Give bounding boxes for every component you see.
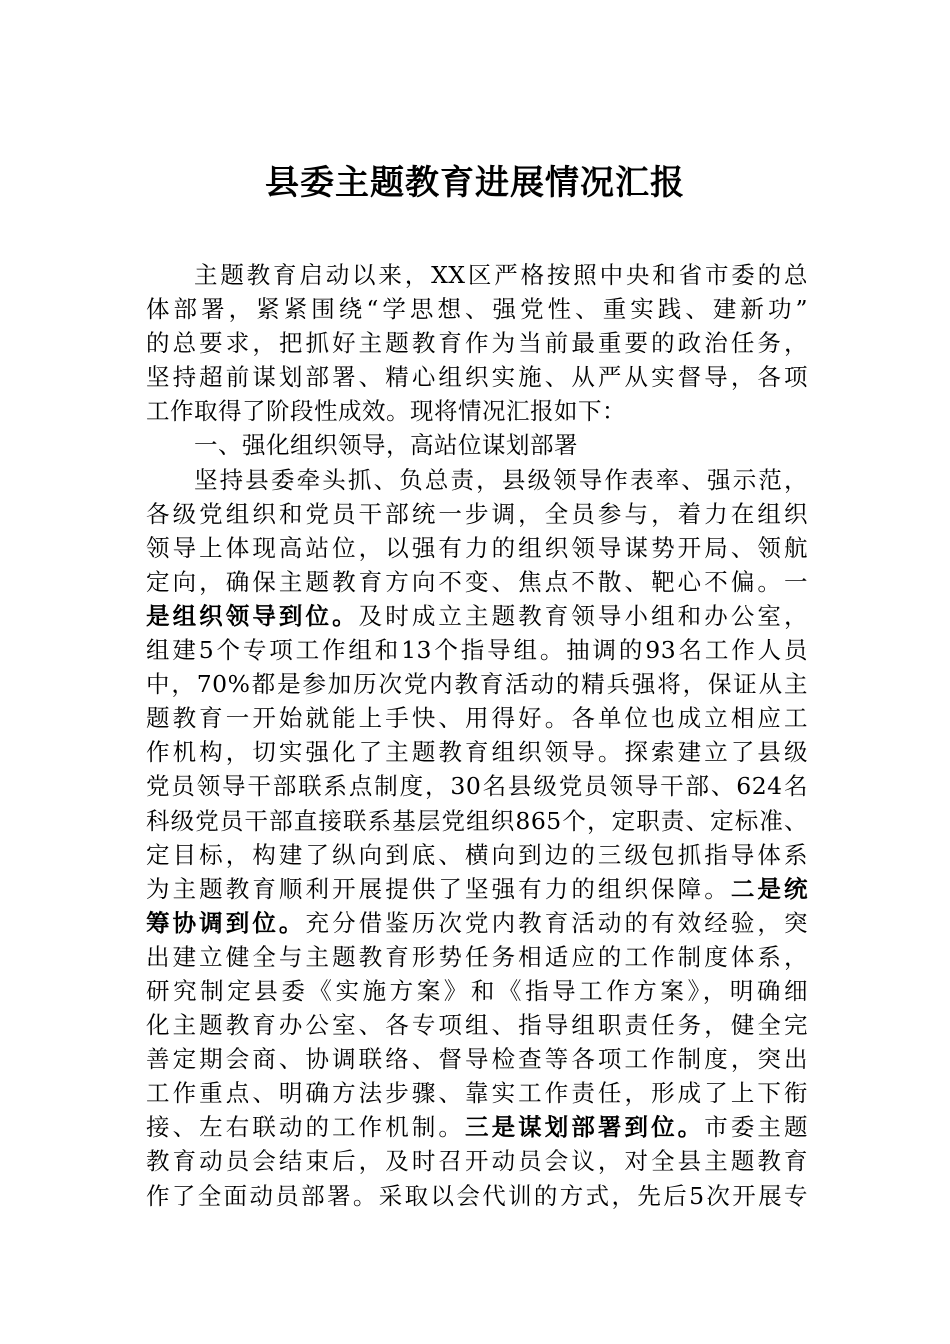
bold-subpoint-3: 三是谋划部署到位。 (465, 1113, 705, 1142)
paragraph-line: 作机构，切实强化了主题教育组织领导。探索建立了县级 (146, 738, 808, 767)
paragraph-text: 接、左右联动的工作机制。 (146, 1113, 465, 1142)
paragraph-line: 中，70%都是参加历次党内教育活动的精兵强将，保证从主 (146, 670, 808, 699)
document-title: 县委主题教育进展情况汇报 (265, 163, 685, 203)
paragraph-line (146, 872, 808, 906)
paragraph-line: 题教育一开始就能上手快、用得好。各单位也成立相应工 (146, 704, 808, 733)
paragraph-text: 市委主题 (704, 1113, 808, 1142)
paragraph-line: 教育动员会结束后，及时召开动员会议，对全县主题教育 (146, 1147, 808, 1176)
paragraph-text: 充分借鉴历次党内教育活动的有效经验，突 (305, 908, 808, 937)
paragraph-line: 坚持超前谋划部署、精心组织实施、从严从实督导，各项 (146, 363, 808, 392)
paragraph-line: 定向，确保主题教育方向不变、焦点不散、靶心不偏。一 (146, 567, 808, 596)
paragraph-line: 各级党组织和党员干部统一步调，全员参与，着力在组织 (146, 499, 808, 528)
paragraph-line: 体部署，紧紧围绕“学思想、强党性、重实践、建新功” (146, 295, 808, 324)
bold-subpoint-2: 二是统 (730, 874, 809, 903)
paragraph-line: 作了全面动员部署。采取以会代训的方式，先后5次开展专 (146, 1181, 808, 1210)
paragraph-line: 主题教育启动以来，XX区严格按照中央和省市委的总 (194, 261, 808, 289)
paragraph-line: 研究制定县委《实施方案》和《指导工作方案》，明确细 (146, 976, 808, 1005)
paragraph-line: 善定期会商、协调联络、督导检查等各项工作制度，突出 (146, 1045, 808, 1074)
paragraph-line: 定目标，构建了纵向到底、横向到边的三级包抓指导体系 (146, 840, 808, 869)
paragraph-text: 及时成立主题教育领导小组和办公室， (358, 601, 809, 630)
document-body (146, 258, 808, 1213)
paragraph-text: 为主题教育顺利开展提供了坚强有力的组织保障。 (146, 874, 731, 903)
paragraph-line: 出建立健全与主题教育形势任务相适应的工作制度体系， (146, 942, 808, 971)
paragraph-line: 组建5个专项工作组和13个指导组。抽调的93名工作人员 (146, 636, 808, 665)
paragraph-line (146, 599, 808, 633)
paragraph-line: 科级党员干部直接联系基层党组织865个，定职责、定标准、 (146, 806, 808, 835)
paragraph-line: 领导上体现高站位，以强有力的组织领导谋势开局、领航 (146, 533, 808, 562)
paragraph-line (146, 906, 808, 940)
paragraph-line: 党员领导干部联系点制度，30名县级党员领导干部、624名 (146, 772, 808, 801)
paragraph-line: 工作取得了阶段性成效。现将情况汇报如下： (146, 397, 626, 426)
bold-subpoint-2-cont: 筹协调到位。 (146, 908, 306, 937)
paragraph-line: 化主题教育办公室、各专项组、指导组职责任务，健全完 (146, 1011, 808, 1040)
paragraph-line: 坚持县委牵头抓、负总责，县级领导作表率、强示范， (194, 465, 808, 494)
paragraph-line: 的总要求，把抓好主题教育作为当前最重要的政治任务， (146, 329, 808, 358)
bold-subpoint-1: 是组织领导到位。 (146, 601, 359, 630)
section-heading: 一、强化组织领导，高站位谋划部署 (194, 431, 578, 460)
paragraph-line (146, 1110, 808, 1144)
paragraph-line: 工作重点、明确方法步骤、靠实工作责任，形成了上下衔 (146, 1079, 808, 1108)
